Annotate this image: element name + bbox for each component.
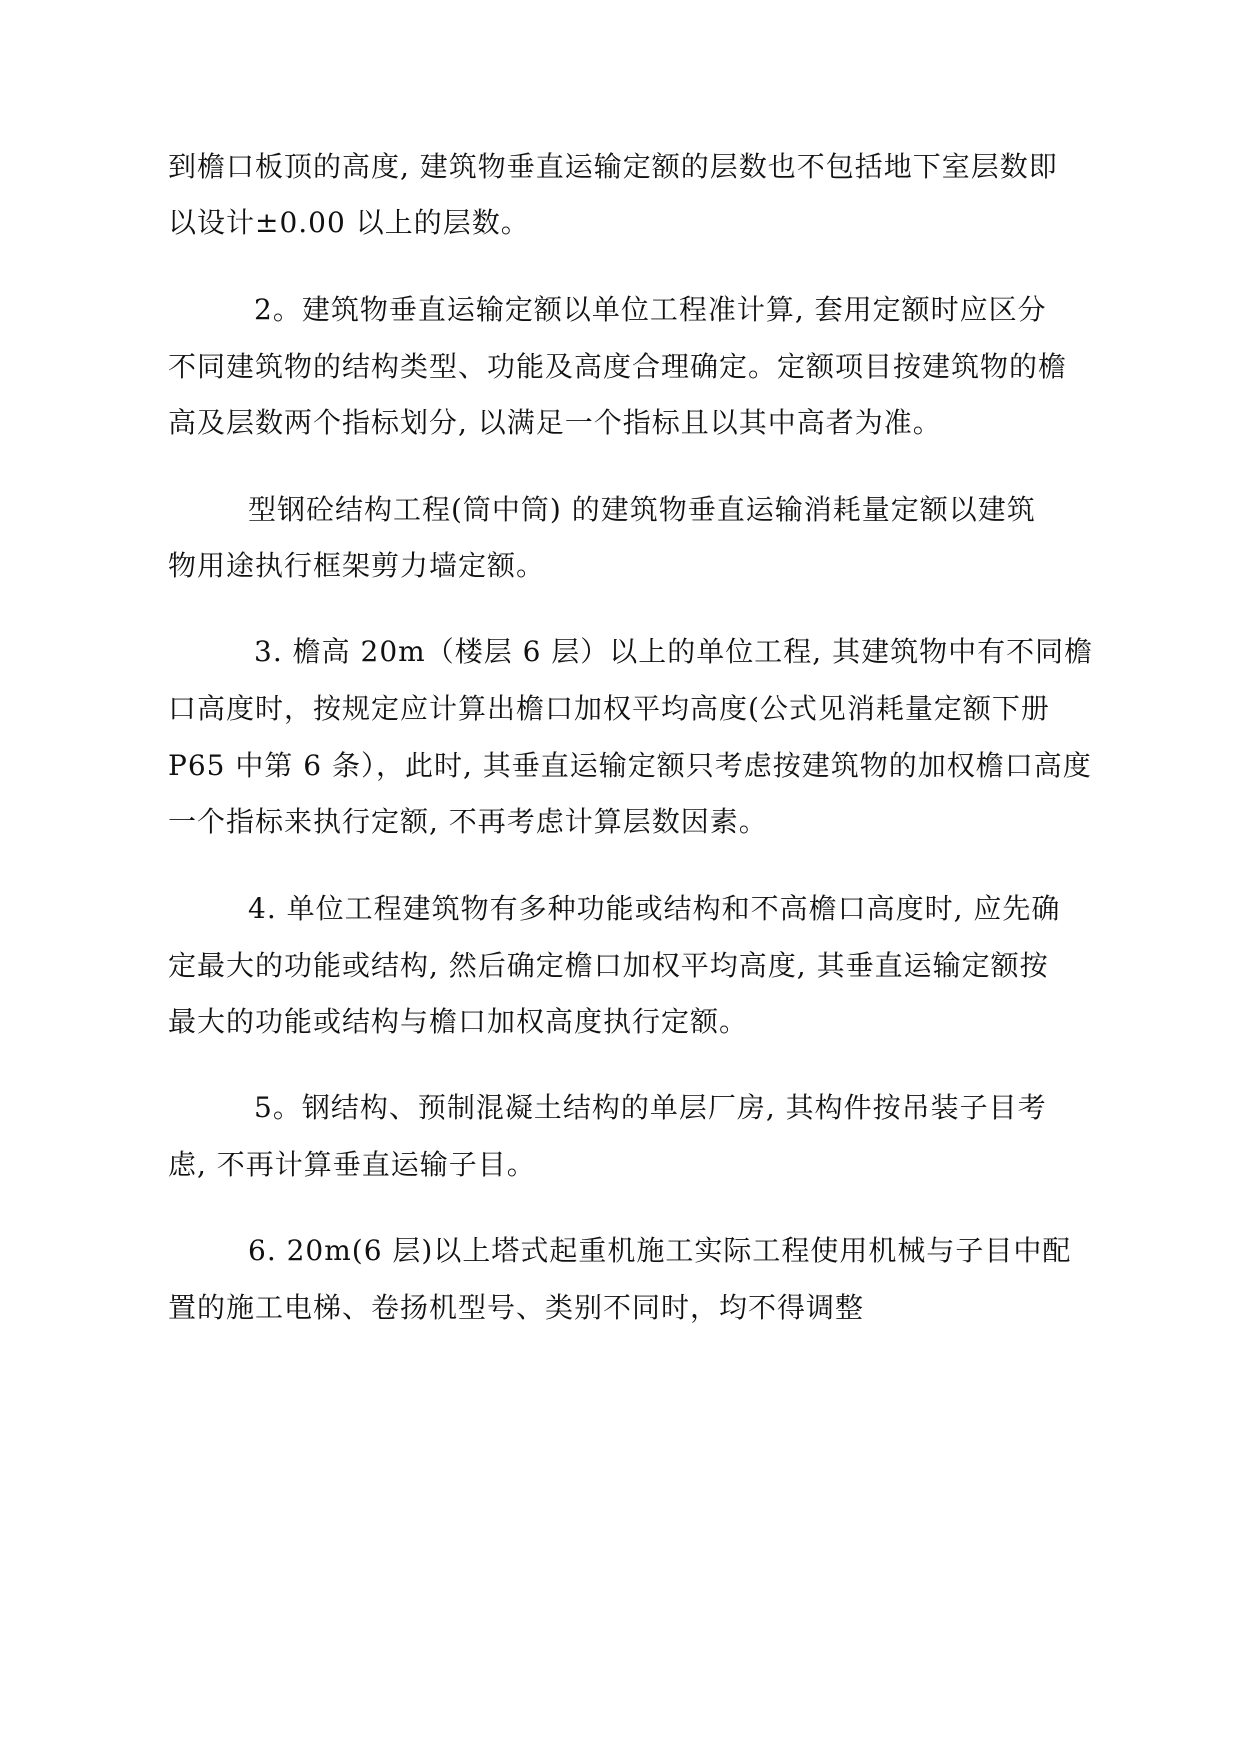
paragraph-heading-line: 2。建筑物垂直运输定额以单位工程准计算, 套用定额时应区分	[254, 293, 1047, 326]
text-line: 口高度时，按规定应计算出檐口加权平均高度(公式见消耗量定额下册	[168, 692, 1050, 725]
text-line: 置的施工电梯、卷扬机型号、类别不同时，均不得调整	[168, 1291, 865, 1324]
text-line: 虑, 不再计算垂直运输子目。	[168, 1148, 536, 1181]
text-line: 到檐口板顶的高度, 建筑物垂直运输定额的层数也不包括地下室层数即	[168, 150, 1058, 183]
text-line: 高及层数两个指标划分, 以满足一个指标且以其中高者为准。	[168, 406, 942, 439]
text-line: 以设计±0.00 以上的层数。	[168, 206, 530, 239]
text-line: 一个指标来执行定额, 不再考虑计算层数因素。	[168, 805, 768, 838]
paragraph-heading-line: 5。钢结构、预制混凝土结构的单层厂房, 其构件按吊装子目考	[254, 1091, 1047, 1124]
paragraph-heading-line: 4. 单位工程建筑物有多种功能或结构和不高檐口高度时, 应先确	[248, 892, 1061, 925]
text-line: 不同建筑物的结构类型、功能及高度合理确定。定额项目按建筑物的檐	[168, 350, 1068, 383]
text-line: 物用途执行框架剪力墙定额。	[168, 549, 546, 582]
paragraph-heading-line: 6. 20m(6 层)以上塔式起重机施工实际工程使用机械与子目中配	[248, 1234, 1072, 1267]
text-line: P65 中第 6 条），此时, 其垂直运输定额只考虑按建筑物的加权檐口高度	[168, 749, 1092, 782]
text-line: 最大的功能或结构与檐口加权高度执行定额。	[168, 1005, 749, 1038]
paragraph-heading-line: 型钢砼结构工程(筒中筒) 的建筑物垂直运输消耗量定额以建筑	[248, 493, 1036, 526]
text-line: 定最大的功能或结构, 然后确定檐口加权平均高度, 其垂直运输定额按	[168, 949, 1049, 982]
paragraph-heading-line: 3. 檐高 20m（楼层 6 层）以上的单位工程, 其建筑物中有不同檐	[254, 635, 1094, 668]
